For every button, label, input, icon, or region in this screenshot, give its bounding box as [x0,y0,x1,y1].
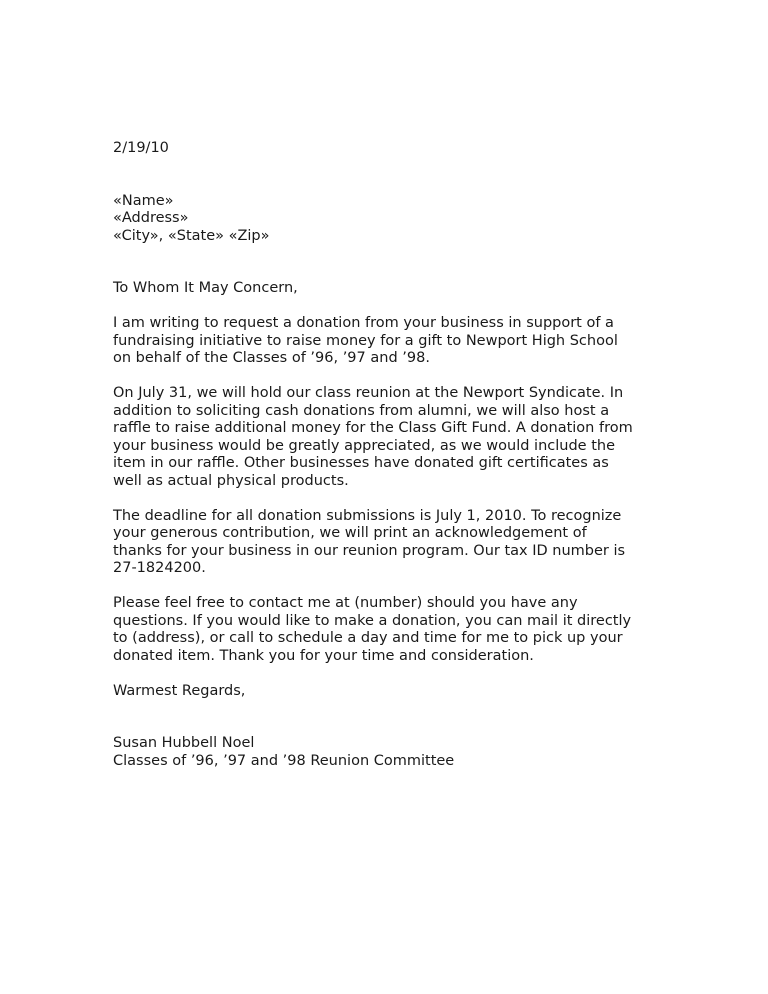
paragraph-line: raffle to raise additional money for the Class Gift Fund. A donation from [113,420,633,436]
salutation: To Whom It May Concern, [113,280,298,296]
recipient-name: «Name» [113,192,174,209]
paragraph-line: fundraising initiative to raise money for a gift to Newport High School [113,332,618,349]
paragraph-line: On July 31, we will hold our class reunion at the Newport Syndicate. In [113,385,624,401]
recipient-address: «Address» [113,210,189,226]
paragraph-line: The deadline for all donation submissions is July 1, 2010. To recognize [113,507,622,524]
paragraph-deadline [113,508,673,578]
paragraph-line: to (address), or call to schedule a day and time for me to pick up your [113,630,623,646]
paragraph-line: Please feel free to contact me at (number) should you have any [113,595,578,611]
paragraph-contact [113,595,673,665]
letter-page [113,140,673,770]
paragraph-line: I am writing to request a donation from your business in support of a [113,315,614,331]
paragraph-line: donated item. Thank you for your time and consideration. [113,647,534,664]
paragraph-event [113,385,673,490]
paragraph-line: on behalf of the Classes of ’96, ’97 and ’98. [113,350,430,366]
paragraph-line: your generous contribution, we will print an acknowledgement of [113,525,587,541]
paragraph-line: 27-1824200. [113,560,206,576]
paragraph-line: your business would be greatly appreciated, as we would include the [113,437,615,454]
signature-block [113,735,673,770]
paragraph-request [113,315,673,368]
closing: Warmest Regards, [113,682,246,699]
paragraph-line: item in our raffle. Other businesses have donated gift certificates as [113,455,609,471]
recipient-city-state-zip: «City», «State» «Zip» [113,227,270,244]
letter-date: 2/19/10 [113,140,169,156]
signature-title: Classes of ’96, ’97 and ’98 Reunion Committee [113,752,455,769]
paragraph-line: questions. If you would like to make a donation, you can mail it directly [113,612,632,629]
signature-name: Susan Hubbell Noel [113,735,255,751]
paragraph-line: well as actual physical products. [113,472,349,489]
recipient-address-block [113,193,673,246]
paragraph-line: addition to soliciting cash donations from alumni, we will also host a [113,402,610,419]
paragraph-line: thanks for your business in our reunion program. Our tax ID number is [113,542,626,559]
